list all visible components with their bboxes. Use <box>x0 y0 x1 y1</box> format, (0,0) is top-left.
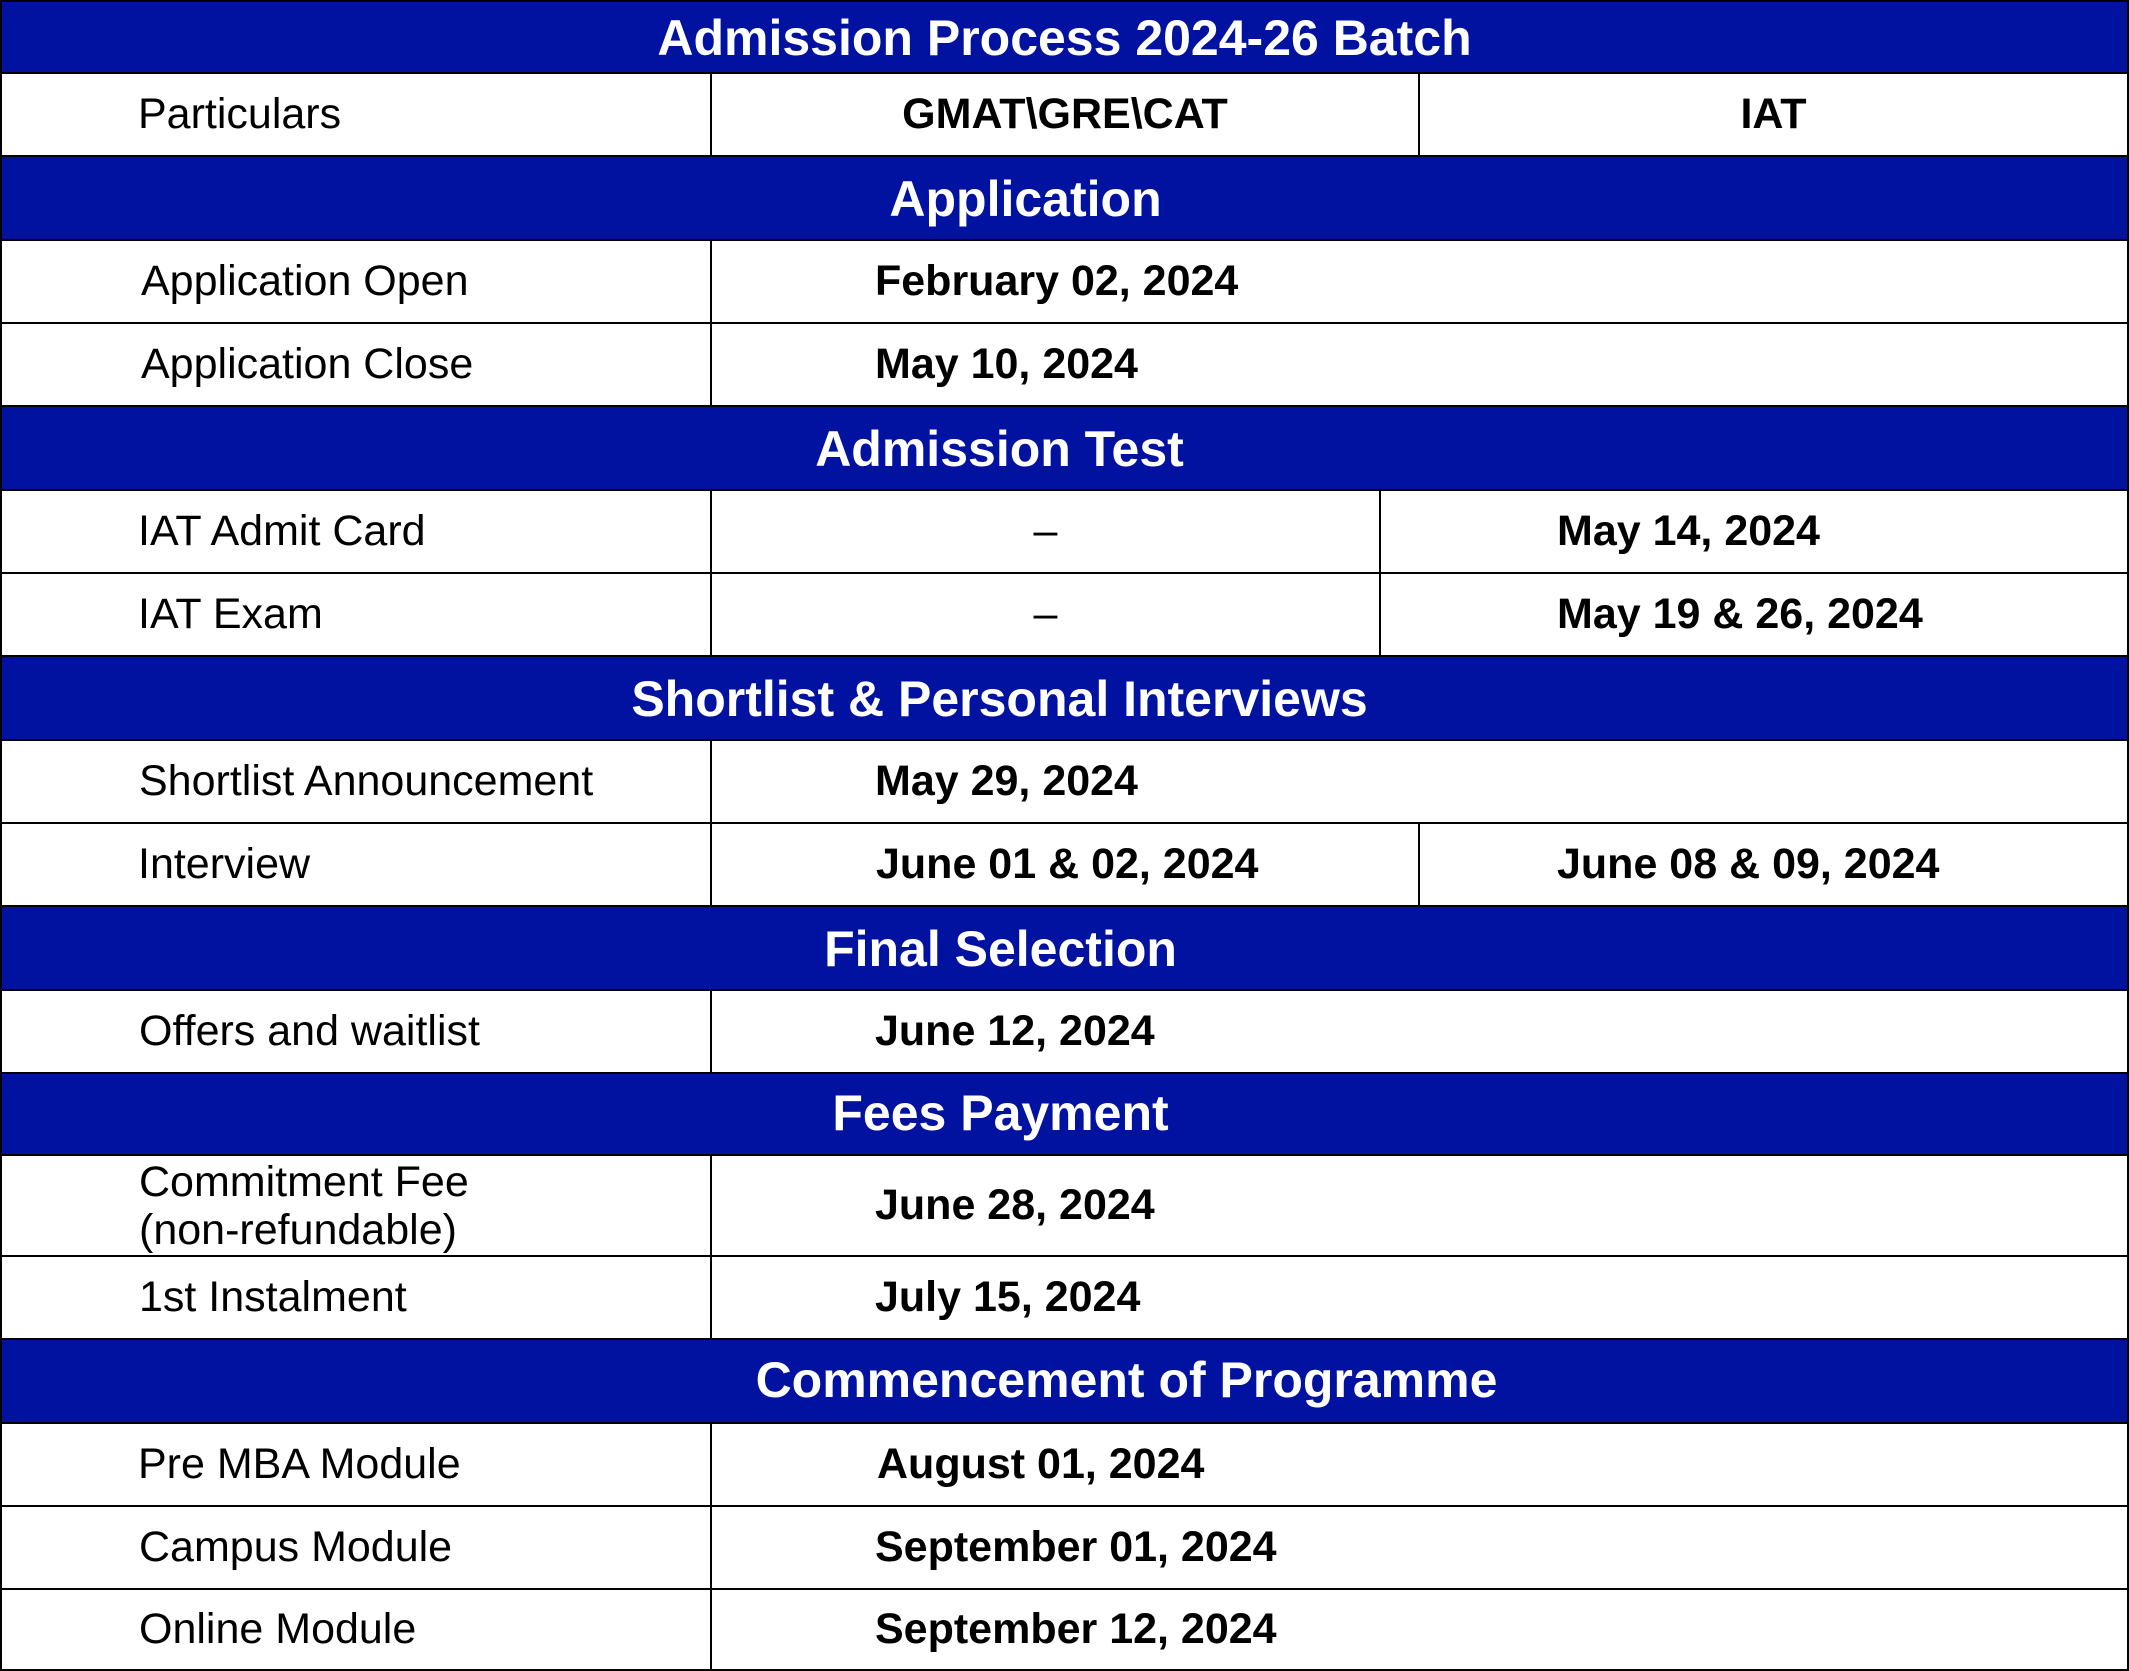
row-label: Shortlist Announcement <box>0 739 712 824</box>
row-value: September 01, 2024 <box>710 1505 2129 1590</box>
table-row <box>0 989 2129 1074</box>
table-row <box>0 239 2129 324</box>
header-row <box>0 72 2129 157</box>
row-label: Pre MBA Module <box>0 1422 712 1507</box>
row-value: May 29, 2024 <box>710 739 2129 824</box>
table-row <box>0 822 2129 907</box>
row-value: May 10, 2024 <box>710 322 2129 407</box>
row-label: IAT Exam <box>0 572 712 657</box>
section-band-admission-test <box>0 405 2129 491</box>
header-gmat-gre-cat: GMAT\GRE\CAT <box>710 72 1420 157</box>
table-row <box>0 489 2129 574</box>
section-heading: Commencement of Programme <box>755 1352 1498 1408</box>
row-label: IAT Admit Card <box>0 489 712 574</box>
row-label: 1st Instalment <box>0 1255 712 1340</box>
table-row <box>0 322 2129 407</box>
row-value: February 02, 2024 <box>710 239 2129 324</box>
section-heading: Application <box>889 171 1162 227</box>
row-value: July 15, 2024 <box>710 1255 2129 1340</box>
header-iat: IAT <box>1418 72 2129 157</box>
row-label: Application Open <box>0 239 712 324</box>
row-value-gmat: – <box>710 489 1381 574</box>
table-title: Admission Process 2024-26 Batch <box>657 10 1472 66</box>
table-row <box>0 739 2129 824</box>
row-label: Interview <box>0 822 712 907</box>
section-heading: Final Selection <box>824 921 1177 977</box>
row-label: Offers and waitlist <box>0 989 712 1074</box>
row-label: Campus Module <box>0 1505 712 1590</box>
section-band-application <box>0 155 2129 241</box>
table-row <box>0 1255 2129 1340</box>
row-value-iat: June 08 & 09, 2024 <box>1418 822 2129 907</box>
section-band-fees <box>0 1072 2129 1156</box>
row-value-iat: May 19 & 26, 2024 <box>1379 572 2129 657</box>
table-row <box>0 1154 2129 1257</box>
section-band-interviews <box>0 655 2129 741</box>
row-value: June 12, 2024 <box>710 989 2129 1074</box>
row-label-line-1: Commitment Fee <box>139 1157 469 1206</box>
row-value-gmat: June 01 & 02, 2024 <box>710 822 1420 907</box>
row-label: Online Module <box>0 1588 712 1671</box>
row-value-gmat: – <box>710 572 1381 657</box>
section-heading: Shortlist & Personal Interviews <box>631 671 1368 727</box>
table-title-band <box>0 0 2129 74</box>
section-band-final-selection <box>0 905 2129 991</box>
row-value: June 28, 2024 <box>710 1154 2129 1257</box>
row-value: September 12, 2024 <box>710 1588 2129 1671</box>
row-label: Application Close <box>0 322 712 407</box>
section-heading: Fees Payment <box>832 1085 1169 1141</box>
table-row <box>0 1422 2129 1507</box>
section-heading: Admission Test <box>815 421 1184 477</box>
section-band-commencement <box>0 1338 2129 1424</box>
row-value: August 01, 2024 <box>710 1422 2129 1507</box>
table-row <box>0 1505 2129 1590</box>
header-particulars: Particulars <box>0 72 712 157</box>
row-value-iat: May 14, 2024 <box>1379 489 2129 574</box>
table-row <box>0 572 2129 657</box>
row-label <box>0 1154 712 1257</box>
table-row <box>0 1588 2129 1671</box>
row-label-line-2: (non-refundable) <box>139 1205 457 1254</box>
